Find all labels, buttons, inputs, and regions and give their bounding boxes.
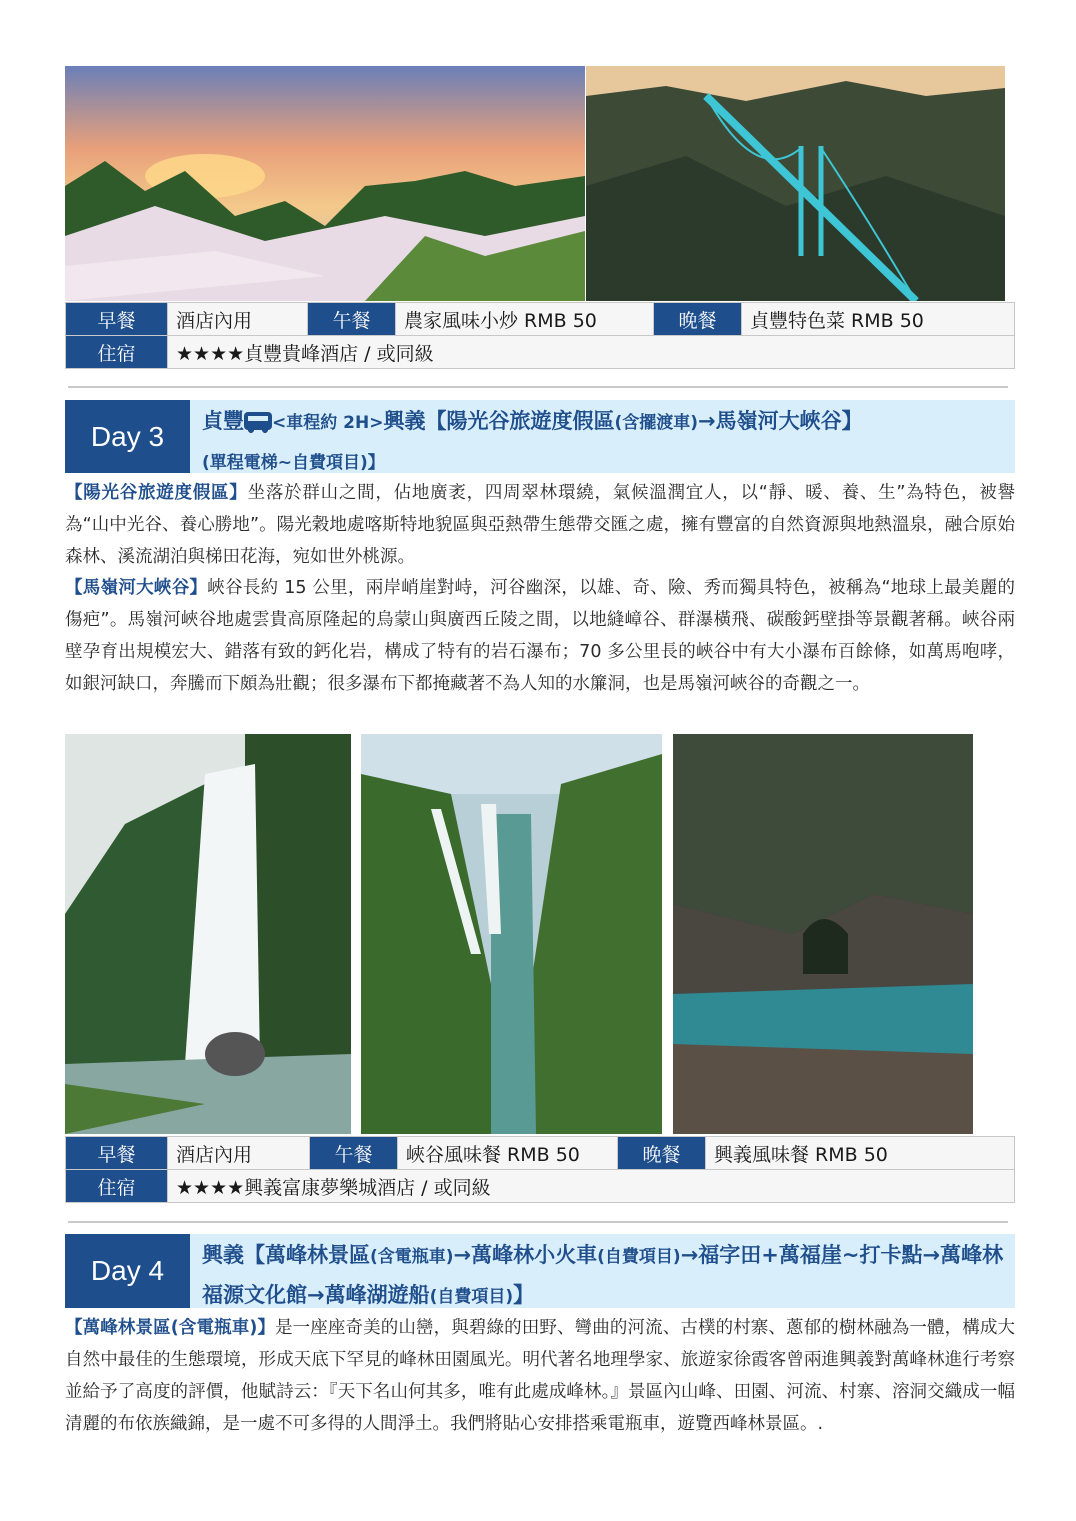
day3-meal-table xyxy=(65,1136,1015,1203)
paragraph-heading: 【馬嶺河大峽谷】 xyxy=(65,578,208,598)
lunch-value: 農家風味小炒 RMB 50 xyxy=(396,303,654,336)
title-part: (單程電梯~自費項目)】 xyxy=(202,453,385,473)
bus-icon xyxy=(244,412,272,430)
day3-paragraph-maling-canyon xyxy=(65,572,1015,700)
photo-canyon-river xyxy=(361,734,662,1134)
dinner-value: 興義風味餐 RMB 50 xyxy=(706,1137,1015,1170)
title-part: 貞豐 xyxy=(202,409,244,433)
title-part: (自費項目) xyxy=(597,1247,681,1267)
stay-value: ★★★★興義富康夢樂城酒店 / 或同級 xyxy=(168,1170,1015,1203)
photo-suspension-bridge xyxy=(586,66,1005,301)
section-divider xyxy=(68,386,1008,388)
dinner-label: 晚餐 xyxy=(654,303,742,336)
day4-badge: Day 4 xyxy=(65,1234,190,1308)
day3-title xyxy=(202,402,1009,482)
day4-paragraph-wanfenglin xyxy=(65,1312,1015,1440)
lunch-value: 峽谷風味餐 RMB 50 xyxy=(398,1137,618,1170)
dinner-value: 貞豐特色菜 RMB 50 xyxy=(742,303,1015,336)
title-part: (含擺渡車) xyxy=(614,413,699,433)
stay-label: 住宿 xyxy=(66,336,168,369)
title-part: 興義【萬峰林景區 xyxy=(202,1243,370,1267)
title-part: →福字田+萬福崖~打卡點→萬峰林福源文化館→萬峰湖遊船 xyxy=(202,1243,1004,1307)
title-part: <車程約 2H> xyxy=(272,413,384,433)
dinner-label: 晚餐 xyxy=(618,1137,706,1170)
day3-header xyxy=(65,400,1015,473)
paragraph-heading: 【陽光谷旅遊度假區】 xyxy=(65,483,248,503)
paragraph-heading: 【萬峰林景區(含電瓶車)】 xyxy=(65,1318,276,1338)
breakfast-value: 酒店內用 xyxy=(168,303,308,336)
photo-sunrise-mountains-clouds xyxy=(65,66,585,301)
title-part: (自費項目) xyxy=(429,1287,514,1307)
title-part: 興義【陽光谷旅遊度假區 xyxy=(383,409,615,433)
breakfast-label: 早餐 xyxy=(66,1137,168,1170)
title-part: 】 xyxy=(513,1283,535,1307)
day3-paragraph-sunlight-valley xyxy=(65,477,1015,573)
stay-label: 住宿 xyxy=(66,1170,168,1203)
day3-badge: Day 3 xyxy=(65,400,190,473)
paragraph-body: 峽谷長約 15 公里，兩岸峭崖對峙，河谷幽深，以雄、奇、險、秀而獨具特色，被稱為“地球上最美麗的傷疤”。馬嶺河峽谷地處雲貴高原隆起的烏蒙山與廣西丘陵之間，以地縫嶂谷、群瀑橫飛、碳酸鈣壁掛等景觀著稱。峽谷兩壁孕育出規模宏大、錯落有致的鈣化岩，構成了特有的岩石瀑布；70 多公里長的峽谷中有大小瀑布百餘條，如萬馬咆哮，如銀河缺口，奔騰而下頗為壯觀；很多瀑布下都掩藏著不為人知的水簾洞，也是馬嶺河峽谷的奇觀之一。 xyxy=(65,578,1016,694)
photo-waterfall xyxy=(65,734,351,1134)
day4-header xyxy=(65,1234,1015,1308)
paragraph-body: 是一座座奇美的山巒，與碧綠的田野、彎曲的河流、古樸的村寨、蔥郁的樹林融為一體，構成大自然中最佳的生態環境，形成天底下罕見的峰林田園風光。明代著名地理學家、旅遊家徐霞客曾兩進興義對萬峰林進行考察並給予了高度的評價，他賦詩云：『天下名山何其多，唯有此處成峰林。』景區內山峰、田園、河流、村寨、溶洞交織成一幅清麗的布依族織錦，是一處不可多得的人間淨土。我們將貼心安排搭乘電瓶車，遊覽西峰林景區。. xyxy=(65,1318,1015,1434)
breakfast-value: 酒店內用 xyxy=(168,1137,310,1170)
lunch-label: 午餐 xyxy=(310,1137,398,1170)
title-part: (含電瓶車) xyxy=(370,1247,454,1267)
day2-meal-table xyxy=(65,302,1015,369)
photo-cave-river xyxy=(673,734,973,1134)
title-part: →萬峰林小火車 xyxy=(453,1243,598,1267)
stay-value: ★★★★貞豐貴峰酒店 / 或同級 xyxy=(168,336,1015,369)
lunch-label: 午餐 xyxy=(308,303,396,336)
breakfast-label: 早餐 xyxy=(66,303,168,336)
day4-title xyxy=(202,1236,1009,1316)
title-part: →馬嶺河大峽谷】 xyxy=(698,409,863,433)
paragraph-body: 坐落於群山之間，佔地廣袤，四周翠林環繞，氣候溫潤宜人，以“靜、暖、養、生”為特色，被譽為“山中光谷、養心勝地”。陽光穀地處喀斯特地貌區與亞熱帶生態帶交匯之處，擁有豐富的自然資源與地熱溫泉，融合原始森林、溪流湖泊與梯田花海，宛如世外桃源。 xyxy=(65,483,1015,567)
section-divider xyxy=(68,1221,1008,1223)
